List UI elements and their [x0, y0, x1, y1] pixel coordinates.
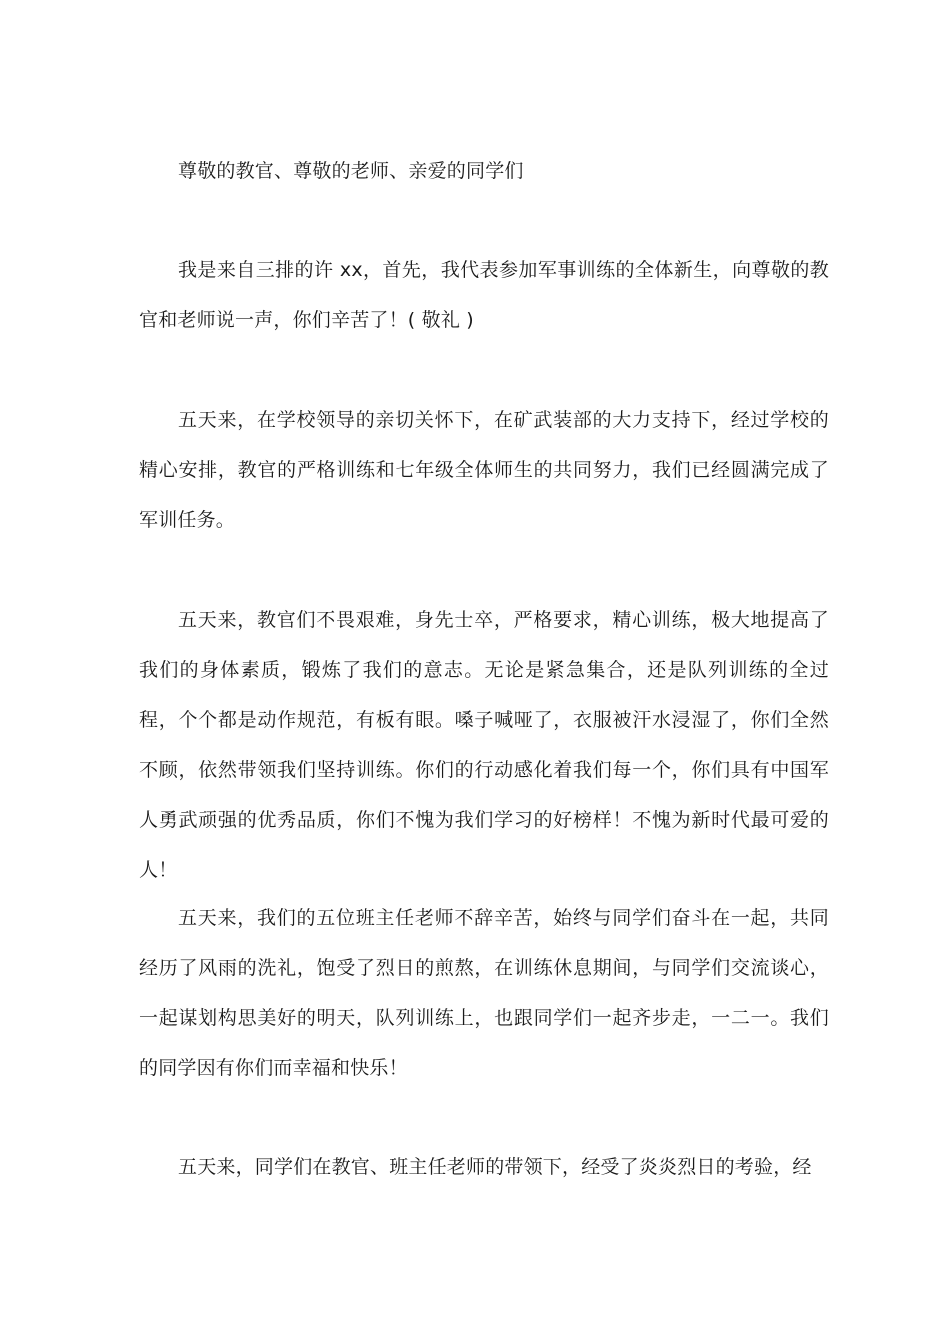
body-paragraph: 五天来，我们的五位班主任老师不辞辛苦，始终与同学们奋斗在一起，共同经历了风雨的洗礼，饱受了烈日的煎熬，在训练休息期间，与同学们交流谈心，一起谋划构思美好的明天，队列训练上，也跟同学们一起齐步走，一二一。我们的同学因有你们而幸福和快乐！	[139, 907, 829, 1079]
body-paragraph: 五天来，教官们不畏艰难，身先士卒，严格要求，精心训练，极大地提高了我们的身体素质，锻炼了我们的意志。无论是紧急集合，还是队列训练的全过程，个个都是动作规范，有板有眼。嗓子喊哑了，衣服被汗水浸湿了，你们全然不顾，依然带领我们坚持训练。你们的行动感化着我们每一个，你们具有中国军人勇武顽强的优秀品质，你们不愧为我们学习的好榜样！不愧为新时代最可爱的人！	[139, 609, 829, 881]
opening-paragraph: 我是来自三排的许 xx，首先，我代表参加军事训练的全体新生，向尊敬的教官和老师说一声，你们辛苦了！( 敬礼 )	[139, 259, 829, 331]
body-paragraph: 五天来，在学校领导的亲切关怀下，在矿武装部的大力支持下，经过学校的精心安排，教官的严格训练和七年级全体师生的共同努力，我们已经圆满完成了军训任务。	[139, 409, 829, 531]
body-paragraph: 五天来，同学们在教官、班主任老师的带领下，经受了炎炎烈日的考验，经	[178, 1156, 812, 1178]
salutation-paragraph: 尊敬的教官、尊敬的老师、亲爱的同学们	[178, 160, 524, 182]
